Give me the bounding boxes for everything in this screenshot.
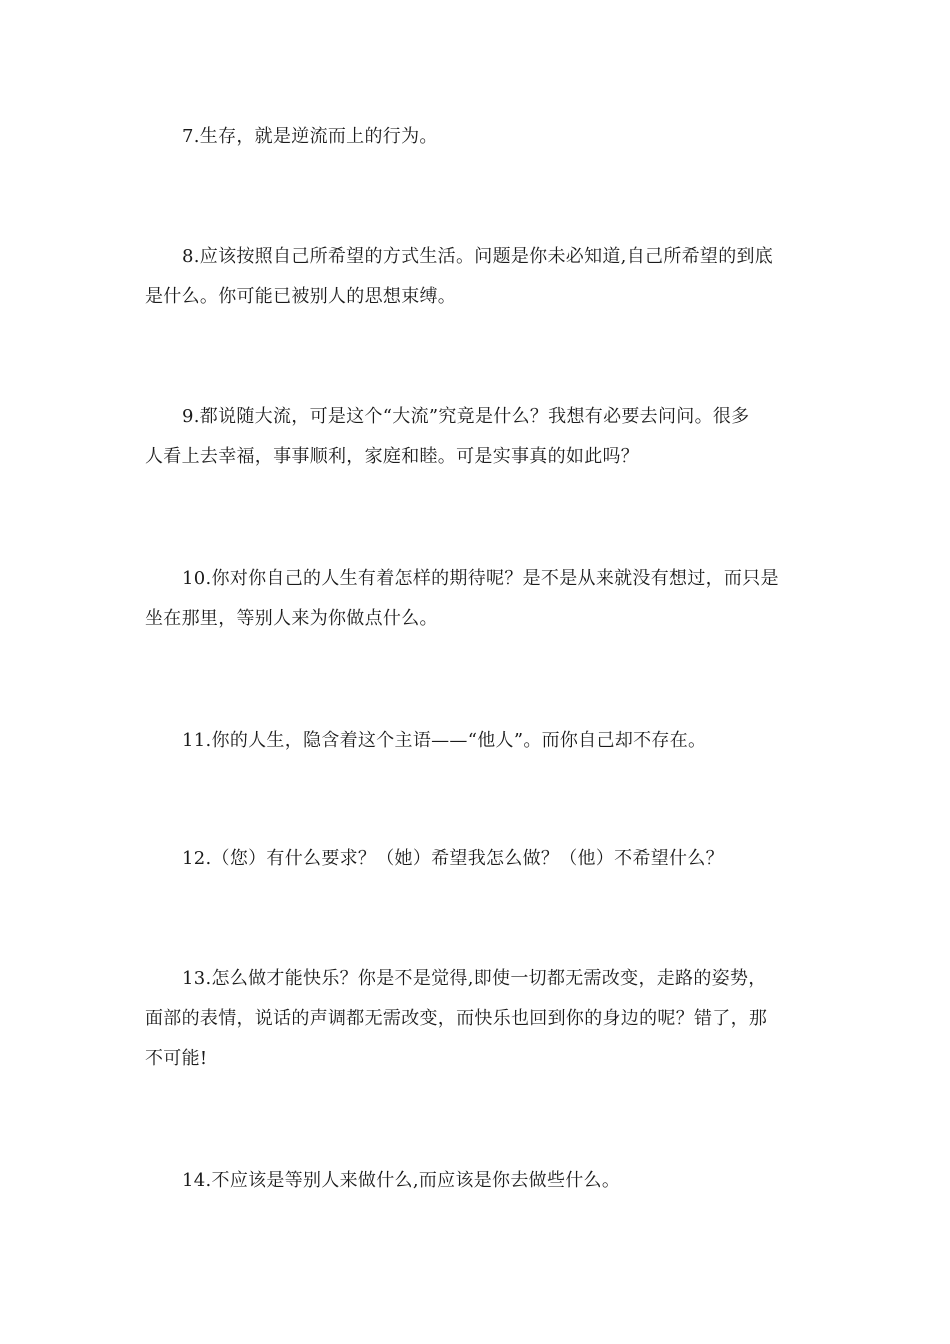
paragraph-line: 13.怎么做才能快乐？你是不是觉得,即使一切都无需改变，走路的姿势， <box>182 968 767 989</box>
paragraph-line: 10.你对你自己的人生有着怎样的期待呢？是不是从来就没有想过，而只是 <box>182 568 779 589</box>
paragraph-9 <box>145 397 805 477</box>
paragraph-line: 14.不应该是等别人来做什么,而应该是你去做些什么。 <box>182 1170 621 1191</box>
paragraph-8 <box>145 237 805 317</box>
paragraph-line: 11.你的人生，隐含着这个主语——“他人”。而你自己却不存在。 <box>182 730 707 751</box>
paragraph-11 <box>145 721 805 761</box>
paragraph-10 <box>145 559 805 639</box>
paragraph-line: 人看上去幸福，事事顺利，家庭和睦。可是实事真的如此吗？ <box>145 446 640 467</box>
paragraph-line: 8.应该按照自己所希望的方式生活。问题是你未必知道,自己所希望的到底 <box>182 246 774 267</box>
paragraph-line: 是什么。你可能已被别人的思想束缚。 <box>145 286 457 307</box>
paragraph-line: 9.都说随大流，可是这个“大流”究竟是什么？我想有必要去问问。很多 <box>182 406 750 427</box>
paragraph-line: 12.（您）有什么要求？（她）希望我怎么做？（他）不希望什么？ <box>182 848 724 869</box>
paragraph-12 <box>145 839 805 879</box>
paragraph-line: 坐在那里，等别人来为你做点什么。 <box>145 608 438 629</box>
paragraph-14 <box>145 1161 805 1201</box>
paragraph-line: 面部的表情，说话的声调都无需改变，而快乐也回到你的身边的呢？错了，那 <box>145 1008 768 1029</box>
paragraph-line: 7.生存，就是逆流而上的行为。 <box>182 126 438 147</box>
paragraph-line: 不可能! <box>145 1048 208 1069</box>
paragraph-13 <box>145 959 805 1079</box>
paragraph-7 <box>145 117 805 157</box>
